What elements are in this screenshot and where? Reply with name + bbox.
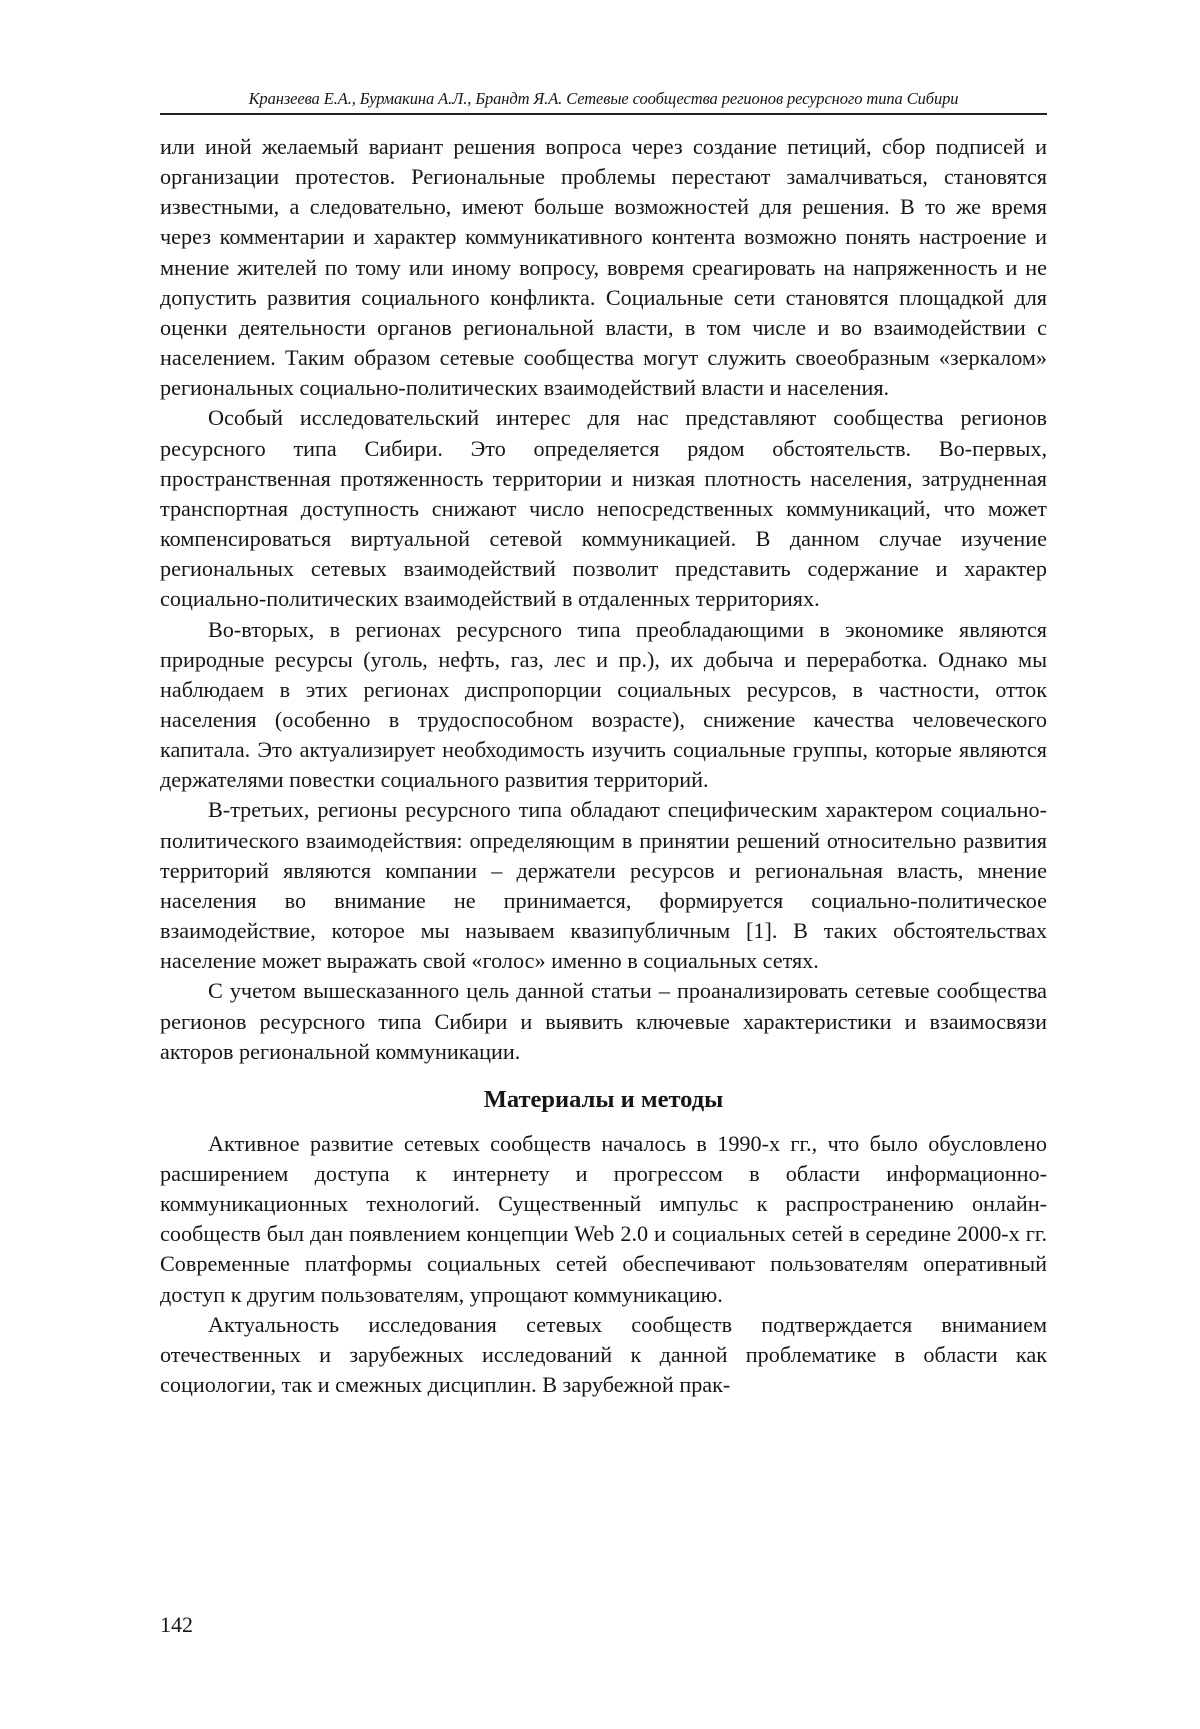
paragraph-4: В-третьих, регионы ресурсного типа обладают специфическим характером социально-политического взаимодействия: определяющим в принятии решений относительно развития территорий являются компании – держатели ресурсов и региональная власть, мнение населения во внимание не принимается, формируется социально-политическое взаимодействие, которое мы называем квазипубличным [1]. В таких обстоятельствах население может выражать свой «голос» именно в социальных сетях. — [160, 797, 1047, 974]
paragraph-2: Особый исследовательский интерес для нас представляют сообщества регионов ресурсного типа Сибири. Это определяется рядом обстоятельств. Во-первых, пространственная протяженность территории и низкая плотность населения, затрудненная транспортная доступность снижают число непосредственных коммуникаций, что может компенсироваться виртуальной сетевой коммуникацией. В данном случае изучение региональных сетевых взаимодействий позволит представить содержание и характер социально-политических взаимодействий в отдаленных территориях. — [160, 405, 1047, 612]
paper-page — [160, 0, 1047, 1729]
paragraph-6: Активное развитие сетевых сообществ началось в 1990-х гг., что было обусловлено расширением доступа к интернету и прогрессом в области информационно-коммуникационных технологий. Существенный импульс к распространению онлайн-сообществ был дан появлением концепции Web 2.0 и социальных сетей в середине 2000-х гг. Современные платформы социальных сетей обеспечивают пользователям оперативный доступ к другим пользователям, упрощают коммуникацию. — [160, 1130, 1047, 1307]
paragraph-1: или иной желаемый вариант решения вопроса через создание петиций, сбор подписей и организации протестов. Региональные проблемы перестают замалчиваться, становятся известными, а следовательно, имеют больше возможностей для решения. В то же время через комментарии и характер коммуникативного контента возможно понять настроение и мнение жителей по тому или иному вопросу, вовремя среагировать на напряженность и не допустить развития социального конфликта. Социальные сети становятся площадкой для оценки деятельности органов региональной власти, в том числе и во взаимодействии с населением. Таким образом сетевые сообщества могут служить своеобразным «зеркалом» региональных социально-политических взаимодействий власти и населения. — [160, 134, 1047, 401]
article-body — [160, 132, 1047, 1400]
paragraph-7: Актуальность исследования сетевых сообществ подтверждается вниманием отечественных и зарубежных исследований к данной проблематике в области как социологии, так и смежных дисциплин. В зарубежной прак- — [160, 1311, 1047, 1398]
paragraph-5: С учетом вышесказанного цель данной статьи – проанализировать сетевые сообщества регионов ресурсного типа Сибири и выявить ключевые характеристики и взаимосвязи акторов региональной коммуникации. — [160, 978, 1047, 1064]
paragraph-3: Во-вторых, в регионах ресурсного типа преобладающими в экономике являются природные ресурсы (уголь, нефть, газ, лес и пр.), их добыча и переработка. Однако мы наблюдаем в этих регионах диспропорции социальных ресурсов, в частности, отток населения (особенно в трудоспособном возрасте), снижение качества человеческого капитала. Это актуализирует необходимость изучить социальные группы, которые являются держателями повестки социального развития территорий. — [160, 616, 1047, 793]
section-heading: Материалы и методы — [483, 1085, 724, 1113]
page-number: 142 — [160, 1612, 193, 1637]
header-rule — [160, 113, 1047, 115]
running-head: Кранзеева Е.А., Бурмакина А.Л., Брандт Я.А. Сетевые сообщества регионов ресурсного типа Сибири — [248, 89, 959, 108]
